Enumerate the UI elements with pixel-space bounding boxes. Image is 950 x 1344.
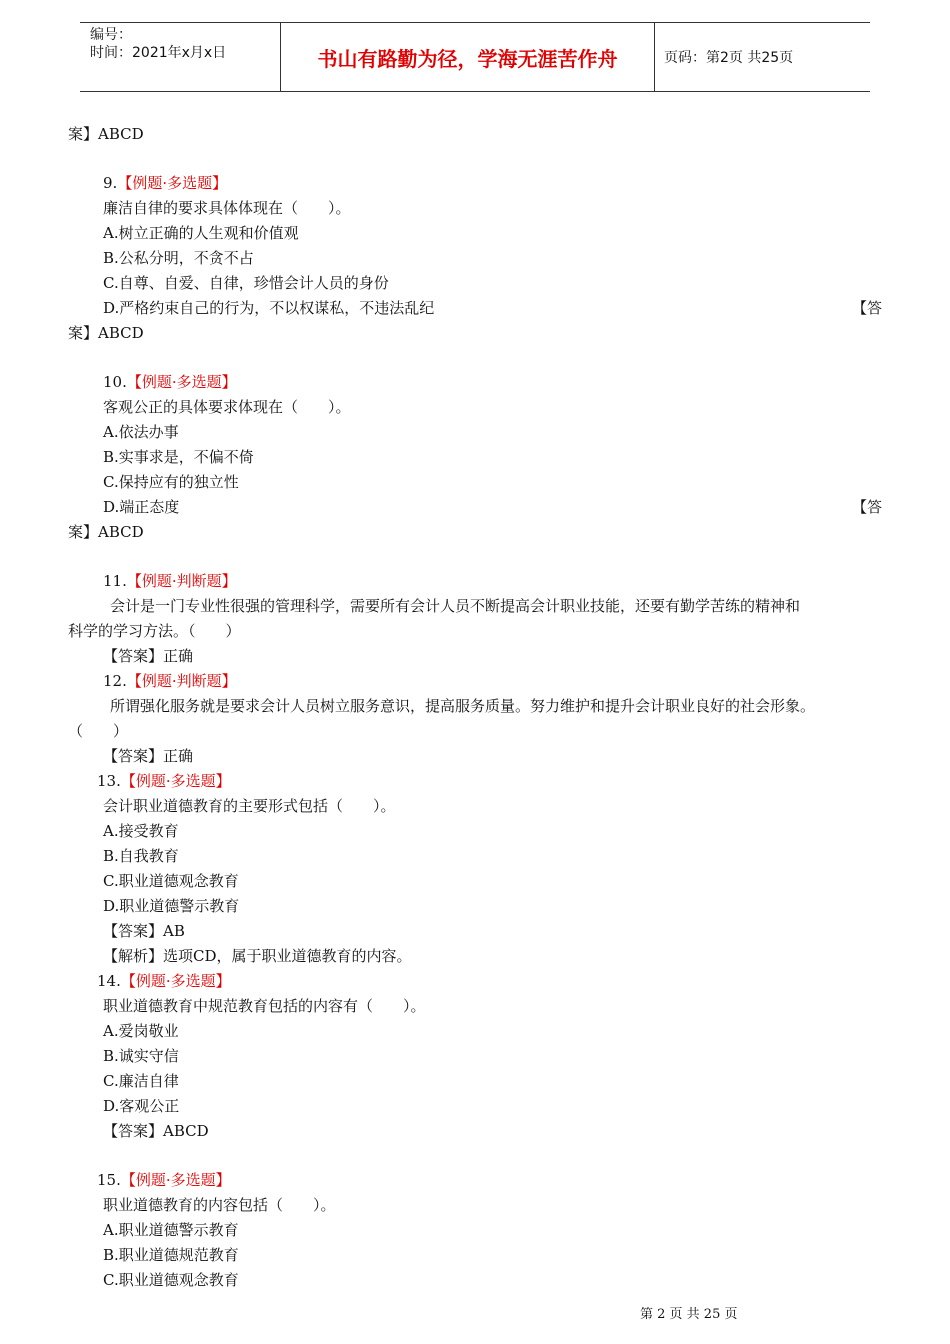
answer-label: 【答 [851,299,882,317]
option-item: A.依法办事 [103,423,179,441]
page-footer: 第 2 页 共 25 页 [640,1307,738,1322]
question-text: 职业道德教育中规范教育包括的内容有（ ）。 [103,997,426,1015]
question-text: 科学的学习方法。（ ） [68,622,241,640]
option-item: C.职业道德观念教育 [103,1271,239,1289]
header-number: 编号： [90,27,132,43]
question-type-label: 【例题·多选题】 [120,972,231,990]
option-item: A.职业道德警示教育 [103,1221,239,1239]
question-number [103,372,237,392]
option-item: D.严格约束自己的行为，不以权谋私，不违法乱纪 [103,299,435,317]
question-type-label: 【例题·判断题】 [126,672,237,690]
option-item: C.廉洁自律 [103,1072,179,1090]
question-text: （ ） [68,722,129,740]
question-number [103,671,237,691]
option-item: A.树立正确的人生观和价值观 [103,224,299,242]
answer-label: 【答 [851,498,882,516]
question-type-label: 【例题·多选题】 [120,772,231,790]
answer-text: 【答案】正确 [103,747,194,765]
option-item: B.职业道德规范教育 [103,1246,239,1264]
option-item: D.客观公正 [103,1097,180,1115]
option-item: D.端正态度 [103,498,180,516]
question-number [103,571,237,591]
question-number-text: 14. [97,972,121,990]
header-motto: 书山有路勤为径，学海无涯苦作舟 [317,46,618,71]
question-number-text: 10. [103,373,127,391]
question-type-label: 【例题·多选题】 [120,1171,231,1189]
question-text: 会计职业道德教育的主要形式包括（ ）。 [103,797,396,815]
question-number-text: 12. [103,672,127,690]
option-item: C.自尊、自爱、自律，珍惜会计人员的身份 [103,274,389,292]
answer-text: 【答案】正确 [103,647,194,665]
option-item: A.爱岗敬业 [103,1022,179,1040]
header-page-info: 页码：第2页 共25页 [664,50,794,66]
question-number-text: 13. [97,772,121,790]
option-item: C.保持应有的独立性 [103,473,239,491]
question-type-label: 【例题·多选题】 [126,373,237,391]
header-meta [80,23,280,94]
question-text: 职业道德教育的内容包括（ ）。 [103,1196,336,1214]
option-item: B.自我教育 [103,847,179,865]
header-divider [654,23,655,91]
question-number-text: 11. [103,572,127,590]
question-text: 会计是一门专业性很强的管理科学，需要所有会计人员不断提高会计职业技能，还要有勤学苦练的精神和 [110,597,801,615]
option-item: A.接受教育 [103,822,179,840]
question-text: 客观公正的具体要求体现在（ ）。 [103,398,351,416]
option-item: B.公私分明，不贪不占 [103,249,254,267]
question-type-label: 【例题·判断题】 [126,572,237,590]
question-text: 廉洁自律的要求具体体现在（ ）。 [103,199,351,217]
option-item: D.职业道德警示教育 [103,897,240,915]
question-number [97,971,231,991]
question-type-label: 【例题·多选题】 [117,174,228,192]
option-item: C.职业道德观念教育 [103,872,239,890]
answer-text: 【答案】AB [103,922,185,940]
answer-text: 案】ABCD [68,324,144,342]
page-header [80,22,870,92]
question-text: 所谓强化服务就是要求会计人员树立服务意识，提高服务质量。努力维护和提升会计职业良好的社会形象。 [110,697,816,715]
analysis-text: 【解析】选项CD，属于职业道德教育的内容。 [103,947,412,965]
question-number [97,1170,231,1190]
question-number-text: 9. [103,174,118,192]
question-number [103,173,227,193]
answer-text: 案】ABCD [68,125,144,143]
header-time: 时间：2021年x月x日 [90,45,227,61]
answer-text: 案】ABCD [68,523,144,541]
question-number [97,771,231,791]
answer-text: 【答案】ABCD [103,1122,209,1140]
option-item: B.实事求是，不偏不倚 [103,448,254,466]
option-item: B.诚实守信 [103,1047,179,1065]
question-number-text: 15. [97,1171,121,1189]
